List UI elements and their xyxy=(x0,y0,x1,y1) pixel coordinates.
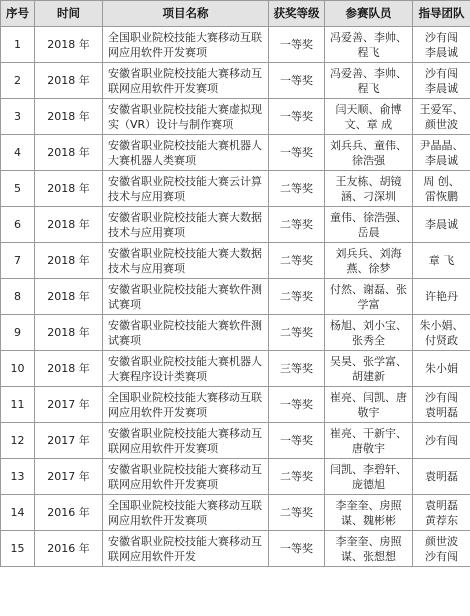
cell-index: 8 xyxy=(1,279,35,315)
table-row xyxy=(1,387,470,423)
cell-time: 2018 年 xyxy=(35,63,103,99)
cell-advisors: 朱小娟、 付贤政 xyxy=(413,315,470,351)
table-row xyxy=(1,531,470,567)
cell-award: 二等奖 xyxy=(269,279,325,315)
table-row xyxy=(1,315,470,351)
cell-project: 安徽省职业院校技能大赛机器人大赛程序设计类赛项 xyxy=(103,351,269,387)
cell-time: 2017 年 xyxy=(35,423,103,459)
cell-project: 安徽省职业院校技能大赛大数据技术与应用赛项 xyxy=(103,207,269,243)
cell-advisors: 袁明磊 黄荐东 xyxy=(413,495,470,531)
cell-project: 安徽省职业院校技能大赛移动互联网应用软件开发赛项 xyxy=(103,63,269,99)
cell-project: 安徽省职业院校技能大赛虚拟现实（VR）设计与制作赛项 xyxy=(103,99,269,135)
header-award: 获奖等级 xyxy=(269,1,325,27)
cell-time: 2018 年 xyxy=(35,99,103,135)
cell-award: 二等奖 xyxy=(269,171,325,207)
cell-project: 安徽省职业院校技能大赛云计算技术与应用赛项 xyxy=(103,171,269,207)
cell-award: 一等奖 xyxy=(269,387,325,423)
cell-advisors: 朱小娟 xyxy=(413,351,470,387)
cell-award: 一等奖 xyxy=(269,63,325,99)
cell-time: 2018 年 xyxy=(35,279,103,315)
table-row xyxy=(1,459,470,495)
cell-time: 2016 年 xyxy=(35,531,103,567)
cell-team: 王友栋、胡镜涵、刁深圳 xyxy=(325,171,413,207)
cell-index: 14 xyxy=(1,495,35,531)
table-row xyxy=(1,279,470,315)
header-team: 参赛队员 xyxy=(325,1,413,27)
cell-time: 2018 年 xyxy=(35,243,103,279)
table-row xyxy=(1,423,470,459)
cell-time: 2018 年 xyxy=(35,351,103,387)
cell-index: 1 xyxy=(1,27,35,63)
cell-team: 冯爱善、李帅、程飞 xyxy=(325,63,413,99)
cell-team: 童伟、徐浩强、岳晨 xyxy=(325,207,413,243)
header-project: 项目名称 xyxy=(103,1,269,27)
cell-index: 15 xyxy=(1,531,35,567)
table-row xyxy=(1,207,470,243)
cell-team: 闫凯、李碧轩、庞德旭 xyxy=(325,459,413,495)
table-row xyxy=(1,243,470,279)
cell-project: 安徽省职业院校技能大赛移动互联网应用软件开发赛项 xyxy=(103,423,269,459)
cell-index: 11 xyxy=(1,387,35,423)
cell-advisors: 许艳丹 xyxy=(413,279,470,315)
cell-project: 全国职业院校技能大赛移动互联网应用软件开发赛项 xyxy=(103,27,269,63)
table-row xyxy=(1,99,470,135)
cell-advisors: 周 创、 雷恢鹏 xyxy=(413,171,470,207)
cell-index: 2 xyxy=(1,63,35,99)
cell-time: 2017 年 xyxy=(35,387,103,423)
cell-project: 全国职业院校技能大赛移动互联网应用软件开发赛项 xyxy=(103,495,269,531)
cell-project: 安徽省职业院校技能大赛移动互联网应用软件开发赛项 xyxy=(103,459,269,495)
header-index: 序号 xyxy=(1,1,35,27)
cell-team: 李奎奎、房照谋、张想想 xyxy=(325,531,413,567)
cell-award: 三等奖 xyxy=(269,351,325,387)
cell-team: 刘兵兵、刘海燕、徐梦 xyxy=(325,243,413,279)
cell-index: 4 xyxy=(1,135,35,171)
cell-award: 二等奖 xyxy=(269,315,325,351)
cell-team: 崔亮、闫凯、唐敬宇 xyxy=(325,387,413,423)
cell-index: 7 xyxy=(1,243,35,279)
cell-team: 吴昊、张学富、胡建新 xyxy=(325,351,413,387)
cell-advisors: 颜世波 沙有闯 xyxy=(413,531,470,567)
table-row xyxy=(1,63,470,99)
cell-project: 安徽省职业院校技能大赛软件测试赛项 xyxy=(103,279,269,315)
cell-team: 李奎奎、房照谋、魏彬彬 xyxy=(325,495,413,531)
table-row xyxy=(1,27,470,63)
cell-advisors: 沙有闯 xyxy=(413,423,470,459)
cell-time: 2018 年 xyxy=(35,315,103,351)
cell-award: 二等奖 xyxy=(269,495,325,531)
table-row xyxy=(1,351,470,387)
cell-time: 2018 年 xyxy=(35,171,103,207)
cell-award: 二等奖 xyxy=(269,459,325,495)
cell-advisors: 沙有闯 李晨诚 xyxy=(413,63,470,99)
table-row xyxy=(1,171,470,207)
cell-time: 2017 年 xyxy=(35,459,103,495)
cell-award: 二等奖 xyxy=(269,207,325,243)
cell-time: 2016 年 xyxy=(35,495,103,531)
cell-award: 一等奖 xyxy=(269,135,325,171)
cell-time: 2018 年 xyxy=(35,135,103,171)
cell-award: 二等奖 xyxy=(269,243,325,279)
cell-advisors: 沙有闯 袁明磊 xyxy=(413,387,470,423)
cell-advisors: 尹晶晶、 李晨诚 xyxy=(413,135,470,171)
cell-advisors: 王爱军、 颜世波 xyxy=(413,99,470,135)
cell-advisors: 沙有闯 李晨诚 xyxy=(413,27,470,63)
cell-team: 闫天顺、俞博文、章 成 xyxy=(325,99,413,135)
cell-project: 安徽省职业院校技能大赛软件测试赛项 xyxy=(103,315,269,351)
cell-index: 10 xyxy=(1,351,35,387)
cell-index: 13 xyxy=(1,459,35,495)
cell-team: 崔亮、干新宇、唐敬宇 xyxy=(325,423,413,459)
cell-time: 2018 年 xyxy=(35,207,103,243)
cell-project: 安徽省职业院校技能大赛大数据技术与应用赛项 xyxy=(103,243,269,279)
cell-team: 付然、谢磊、张学富 xyxy=(325,279,413,315)
cell-index: 9 xyxy=(1,315,35,351)
cell-award: 一等奖 xyxy=(269,27,325,63)
cell-time: 2018 年 xyxy=(35,27,103,63)
cell-team: 刘兵兵、童伟、徐浩强 xyxy=(325,135,413,171)
header-row xyxy=(1,1,470,27)
header-advisors: 指导团队 xyxy=(413,1,470,27)
cell-award: 一等奖 xyxy=(269,423,325,459)
cell-advisors: 李晨诚 xyxy=(413,207,470,243)
cell-advisors: 章 飞 xyxy=(413,243,470,279)
cell-award: 一等奖 xyxy=(269,531,325,567)
cell-index: 12 xyxy=(1,423,35,459)
table-row xyxy=(1,135,470,171)
table-body xyxy=(1,27,470,567)
table-row xyxy=(1,495,470,531)
cell-project: 安徽省职业院校技能大赛移动互联网应用软件开发 xyxy=(103,531,269,567)
cell-index: 3 xyxy=(1,99,35,135)
cell-team: 冯爱善、李帅、程飞 xyxy=(325,27,413,63)
cell-project: 安徽省职业院校技能大赛机器人大赛机器人类赛项 xyxy=(103,135,269,171)
cell-award: 一等奖 xyxy=(269,99,325,135)
cell-index: 5 xyxy=(1,171,35,207)
cell-advisors: 袁明磊 xyxy=(413,459,470,495)
cell-index: 6 xyxy=(1,207,35,243)
header-time: 时间 xyxy=(35,1,103,27)
cell-team: 杨旭、刘小宝、张秀全 xyxy=(325,315,413,351)
cell-project: 全国职业院校技能大赛移动互联网应用软件开发赛项 xyxy=(103,387,269,423)
